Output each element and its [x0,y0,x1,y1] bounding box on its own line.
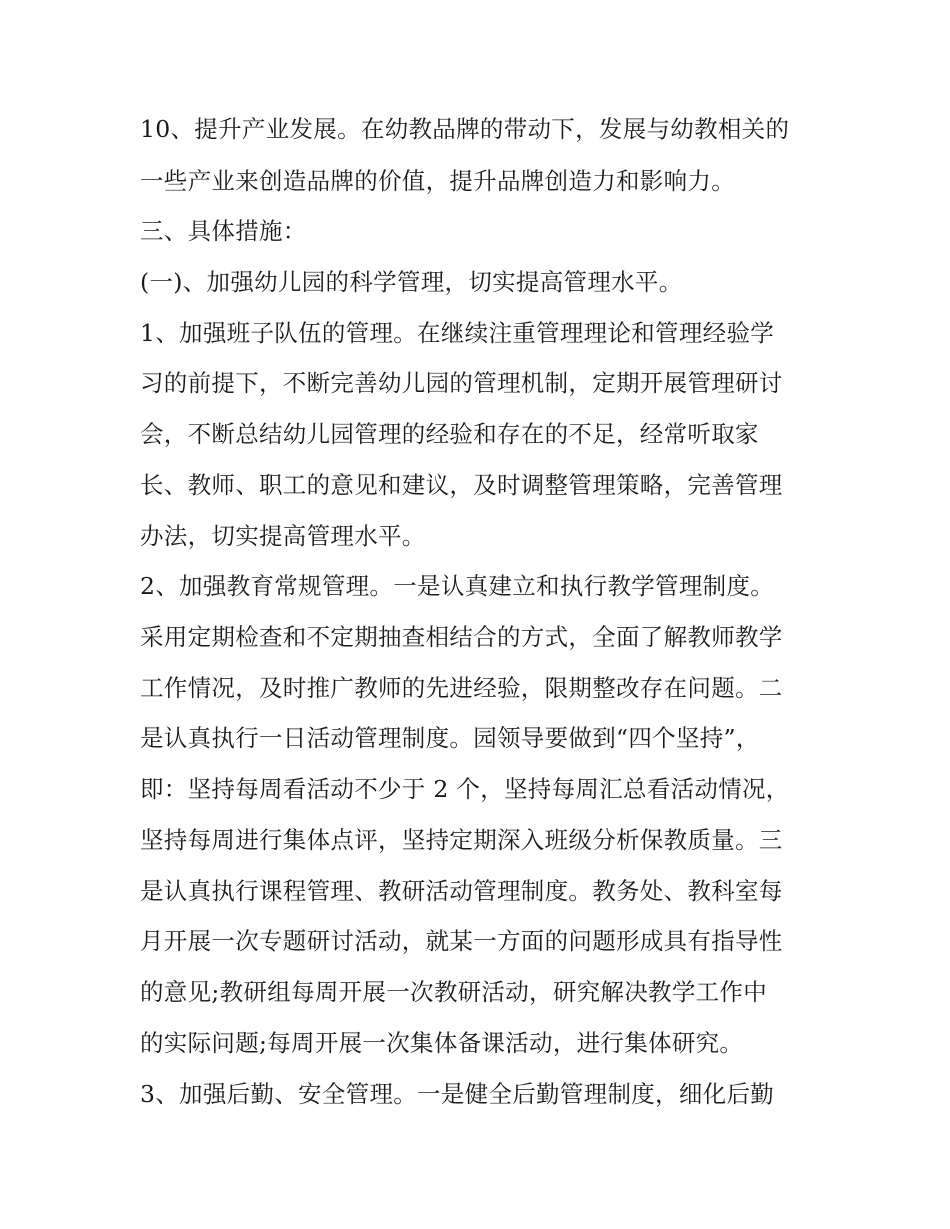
text-line: 办法，切实提高管理水平。 [140,522,426,550]
text-line: 即：坚持每周看活动不少于 2 个，坚持每周汇总看活动情况， [140,775,790,803]
subsection-heading: (一)、加强幼儿园的科学管理，切实提高管理水平。 [140,268,683,296]
text-line: 2、加强教育常规管理。一是认真建立和执行教学管理制度。 [140,572,775,600]
text-line: 的实际问题;每周开展一次集体备课活动，进行集体研究。 [140,1029,744,1057]
text-line: 工作情况，及时推广教师的先进经验，限期整改存在问题。二 [140,674,783,702]
text-line: 1、加强班子队伍的管理。在继续注重管理理论和管理经验学 [140,319,775,347]
text-line: 会，不断总结幼儿园管理的经验和存在的不足，经常听取家 [140,420,759,448]
text-line: 长、教师、职工的意见和建议，及时调整管理策略，完善管理 [140,471,783,499]
text-line: 习的前提下，不断完善幼儿园的管理机制，定期开展管理研讨 [140,369,783,397]
text-line: 10、提升产业发展。在幼教品牌的带动下，发展与幼教相关的 [140,115,790,143]
text-line: 3、加强后勤、安全管理。一是健全后勤管理制度，细化后勤 [140,1080,775,1108]
section-heading: 三、具体措施： [140,217,307,245]
text-line: 的意见;教研组每周开展一次教研活动，研究解决教学工作中 [140,978,768,1006]
text-line: 采用定期检查和不定期抽查相结合的方式，全面了解教师教学 [140,623,783,651]
text-line: 是认真执行课程管理、教研活动管理制度。教务处、教科室每 [140,877,783,905]
text-line: 是认真执行一日活动管理制度。园领导要做到“四个坚持”， [140,724,760,752]
text-line: 坚持每周进行集体点评，坚持定期深入班级分析保教质量。三 [140,826,783,854]
text-line: 月开展一次专题研讨活动，就某一方面的问题形成具有指导性 [140,927,783,955]
text-line: 一些产业来创造品牌的价值，提升品牌创造力和影响力。 [140,167,735,195]
